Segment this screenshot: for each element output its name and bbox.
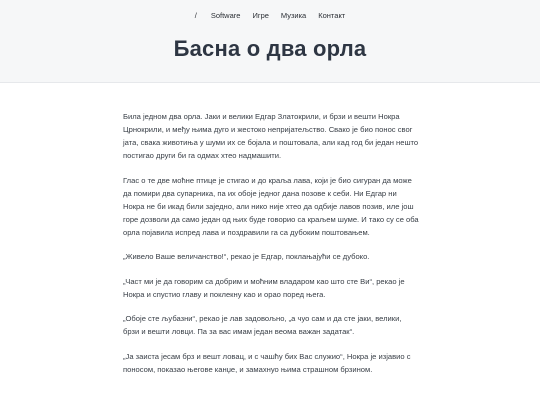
article-body — [123, 110, 419, 387]
paragraph: Била једном два орла. Јаки и велики Едгар Златокрили, и брзи и вешти Нокра Црнокрили, и међу њима дуго и жестоко непријатељство. Свако је био понос свог јата, свака животиња у шуми их се бојала и поштовала, али кад год би један нешто постигао други би га одмах хтео надмашити. — [123, 112, 419, 160]
nav-home-link[interactable]: / — [194, 11, 197, 20]
paragraph: „Обоје сте љубазни“, рекао је лав задовољно, „а чуо сам и да сте јаки, велики, брзи и вешти ловци. Па за вас имам један веома важан задатак“. — [123, 314, 402, 336]
nav-item-music[interactable]: Музика — [280, 11, 307, 20]
page-title: Басна о два орла — [173, 36, 367, 61]
paragraph: Глас о те две моћне птице је стигао и до краља лава, који је био сигуран да може да помири два супарника, па их обоје једног дана позове к себи. Ни Едгар ни Нокра не би икад били заједно, али нико није хтео да одбије лавов позив, иле још горе дозволи да само један од њих буде говорио са краљем шуме. И тако су се оба орла појавила испред лава и поздравили га са дубоким поштовањем. — [123, 175, 419, 237]
nav-item-software[interactable]: Software — [210, 11, 241, 20]
nav-item-contact[interactable]: Контакт — [318, 11, 346, 20]
nav-item-games[interactable]: Игре — [252, 11, 269, 20]
paragraph: „Живело Ваше величанство!“, рекао је Едгар, поклањајући се дубоко. — [123, 252, 370, 261]
paragraph: „Ја заиста јесам брз и вешт ловац, и с чашћу бих Вас служио“, Нокра је изјавио с поносом, показао његове канџе, и замахнуо њима страшном брзином. — [123, 351, 411, 374]
page-header — [0, 0, 540, 83]
top-nav — [0, 11, 540, 20]
paragraph: „Част ми је да говорим са добрим и моћним владаром као што сте Ви“, рекао је Нокра и спустио главу и поклекну као и орао поред њега. — [123, 276, 405, 299]
